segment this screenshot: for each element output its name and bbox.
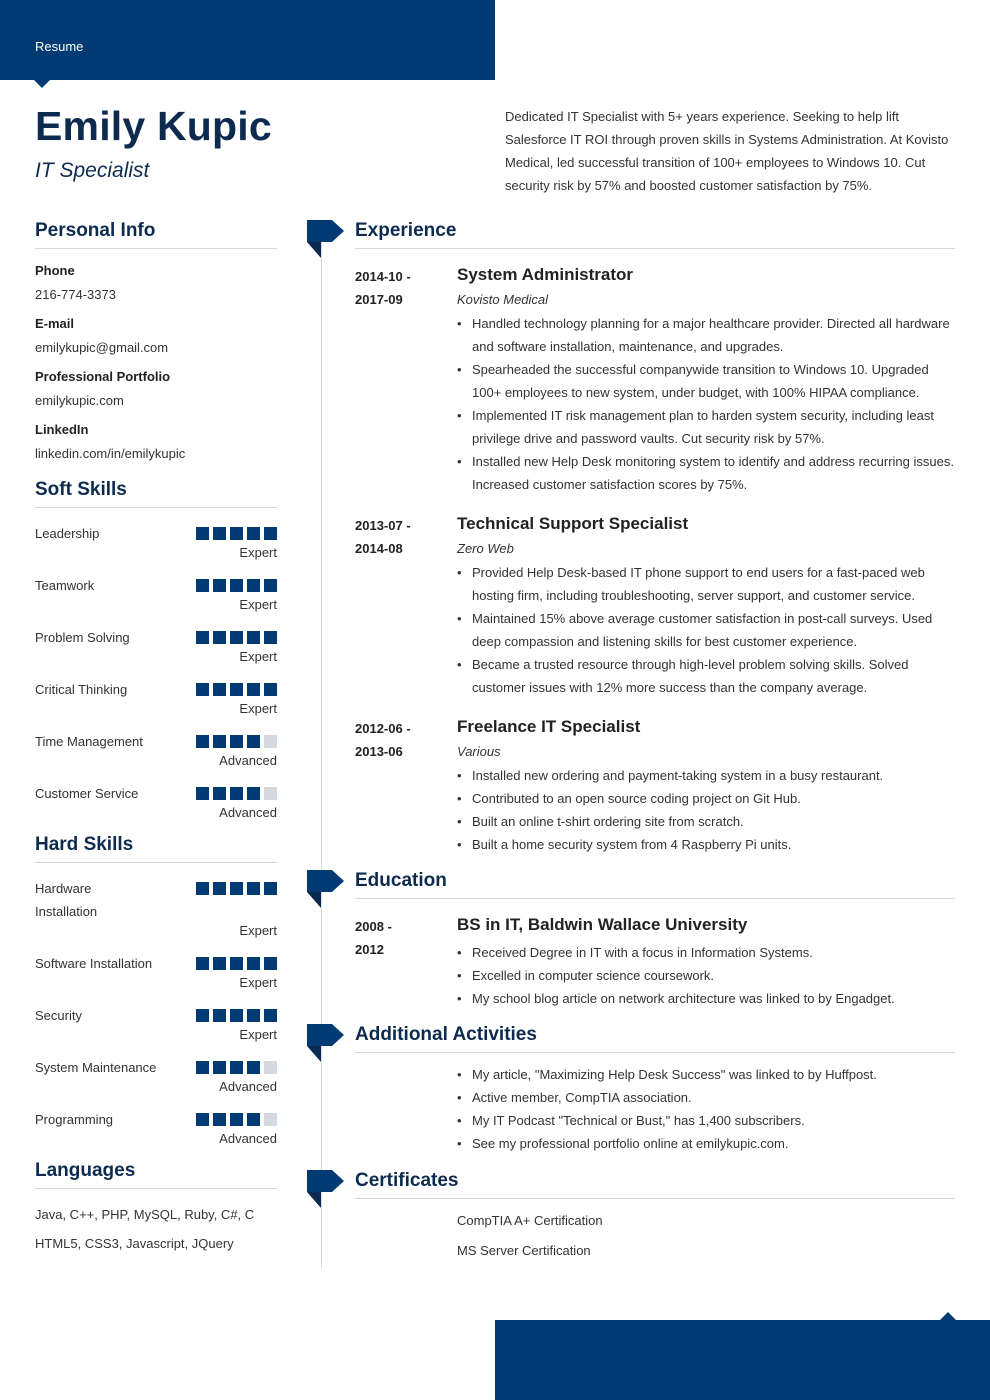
skill-name: Hardware Installation <box>35 881 98 919</box>
rating-dot-filled <box>230 957 243 970</box>
rating-dot-filled <box>213 957 226 970</box>
info-label: LinkedIn <box>35 422 89 437</box>
experience-list <box>355 263 955 856</box>
skill-level: Expert <box>239 701 277 716</box>
list-item: • Received Degree in IT with a focus in Information Systems. <box>457 941 955 964</box>
rating-dot-filled <box>196 1113 209 1126</box>
skill-level: Expert <box>239 597 277 612</box>
list-item: • My article, "Maximizing Help Desk Success" was linked to by Huffpost. <box>457 1063 955 1086</box>
rating-dot-filled <box>247 1061 260 1074</box>
skill-row <box>35 877 277 938</box>
skill-row <box>35 1004 277 1042</box>
skill-rating <box>196 579 277 592</box>
skill-level: Advanced <box>219 805 277 820</box>
certificate-item: CompTIA A+ Certification <box>457 1213 603 1228</box>
company-name: Various <box>457 744 501 759</box>
skill-name: Programming <box>35 1112 114 1127</box>
skill-name: Leadership <box>35 526 100 541</box>
rating-dot-filled <box>264 579 277 592</box>
bookmark-flag-icon <box>307 1024 344 1062</box>
certificates-section <box>355 1170 955 1258</box>
skill-row <box>35 730 277 768</box>
activities-section <box>355 1024 955 1155</box>
start-date: 2012-06 - <box>355 721 411 736</box>
list-item: • Maintained 15% above average customer satisfaction in post-call surveys. Used deep compassion and listening skills for best customer experience. <box>457 607 955 653</box>
end-date: 2013-06 <box>355 744 403 759</box>
list-item: • Handled technology planning for a major healthcare provider. Directed all hardware and software installation, maintenance, and upgrades. <box>457 312 955 358</box>
rating-dot-filled <box>213 787 226 800</box>
rating-dot-filled <box>264 882 277 895</box>
experience-entry <box>355 263 955 496</box>
skill-name: System Maintenance <box>35 1060 157 1075</box>
certificates-title: Certificates <box>355 1170 955 1199</box>
rating-dot-filled <box>230 683 243 696</box>
rating-dot-filled <box>247 882 260 895</box>
experience-title: Experience <box>355 220 955 249</box>
rating-dot-filled <box>213 1009 226 1022</box>
skill-rating <box>196 735 277 748</box>
language-item: Java, C++, PHP, MySQL, Ruby, C#, C <box>35 1207 255 1222</box>
rating-dot-filled <box>213 882 226 895</box>
rating-dot-filled <box>196 787 209 800</box>
rating-dot-filled <box>264 683 277 696</box>
skill-level: Expert <box>239 975 277 990</box>
timeline-line <box>321 240 322 1268</box>
info-label: E-mail <box>35 316 75 331</box>
rating-dot-filled <box>196 957 209 970</box>
job-title: System Administrator <box>457 265 634 284</box>
company-name: Zero Web <box>457 541 514 556</box>
entry-dates <box>355 265 435 311</box>
rating-dot-filled <box>230 579 243 592</box>
skill-row <box>35 626 277 664</box>
rating-dot-filled <box>247 1113 260 1126</box>
education-entry <box>355 913 955 1010</box>
rating-dot-filled <box>230 735 243 748</box>
rating-dot-filled <box>264 631 277 644</box>
personal-info-title: Personal Info <box>35 220 277 249</box>
skill-name: Customer Service <box>35 786 139 801</box>
right-column <box>355 220 955 1258</box>
rating-dot-filled <box>247 787 260 800</box>
start-date: 2008 - <box>355 919 392 934</box>
rating-dot-filled <box>247 631 260 644</box>
list-item: • See my professional portfolio online at emilykupic.com. <box>457 1132 955 1155</box>
skill-rating <box>196 1009 277 1022</box>
skill-rating <box>196 683 277 696</box>
activities-bullets <box>457 1063 955 1155</box>
bookmark-flag-icon <box>307 220 344 258</box>
skill-row <box>35 782 277 820</box>
end-date: 2012 <box>355 942 384 957</box>
rating-dot-filled <box>247 735 260 748</box>
list-item: • Contributed to an open source coding project on Git Hub. <box>457 787 955 810</box>
education-section <box>355 870 955 1010</box>
skill-row <box>35 952 277 990</box>
top-banner <box>0 0 495 80</box>
rating-dot-filled <box>196 631 209 644</box>
activities-title: Additional Activities <box>355 1024 955 1053</box>
list-item: • Spearheaded the successful companywide transition to Windows 10. Upgraded 100+ employees to new system, under budget, with 100% HIPAA compliance. <box>457 358 955 404</box>
rating-dot-filled <box>213 527 226 540</box>
rating-dot-filled <box>213 631 226 644</box>
education-bullets <box>457 941 955 1010</box>
company-name: Kovisto Medical <box>457 292 549 307</box>
list-item: • Installed new Help Desk monitoring system to identify and address recurring issues. Increased customer satisfaction scores by 75%. <box>457 450 955 496</box>
rating-dot-filled <box>196 735 209 748</box>
rating-dot-filled <box>196 579 209 592</box>
bookmark-flag-icon <box>307 870 344 908</box>
experience-bullets <box>457 561 955 699</box>
skill-level: Expert <box>239 1027 277 1042</box>
job-title: Technical Support Specialist <box>457 514 689 533</box>
rating-dot-filled <box>230 882 243 895</box>
languages-title: Languages <box>35 1160 277 1189</box>
list-item: • Built an online t-shirt ordering site from scratch. <box>457 810 955 833</box>
rating-dot-filled <box>196 683 209 696</box>
list-item: • Implemented IT risk management plan to harden system security, including least privilege drive and password vaults. Cut security risk by 57%. <box>457 404 955 450</box>
experience-entry <box>355 715 955 856</box>
skill-level: Expert <box>239 545 277 560</box>
skill-level: Expert <box>239 923 277 938</box>
bottom-banner <box>495 1320 990 1400</box>
rating-dot-empty <box>264 1113 277 1126</box>
candidate-title: IT Specialist <box>35 159 150 182</box>
certificate-item: MS Server Certification <box>457 1243 591 1258</box>
start-date: 2014-10 - <box>355 269 411 284</box>
skill-level: Expert <box>239 649 277 664</box>
rating-dot-filled <box>213 735 226 748</box>
entry-dates <box>355 717 435 763</box>
list-item: • My IT Podcast "Technical or Bust," has 1,400 subscribers. <box>457 1109 955 1132</box>
skill-level: Advanced <box>219 1131 277 1146</box>
job-title: Freelance IT Specialist <box>457 717 641 736</box>
portfolio-value: emilykupic.com <box>35 393 124 408</box>
personal-info-list <box>35 263 277 461</box>
entry-dates <box>355 915 435 961</box>
soft-skills-title: Soft Skills <box>35 479 277 508</box>
rating-dot-filled <box>230 1113 243 1126</box>
info-label: Professional Portfolio <box>35 369 171 384</box>
rating-dot-filled <box>247 527 260 540</box>
rating-dot-empty <box>264 787 277 800</box>
rating-dot-filled <box>247 1009 260 1022</box>
list-item: • Built a home security system from 4 Raspberry Pi units. <box>457 833 955 856</box>
rating-dot-filled <box>213 683 226 696</box>
education-title: Education <box>355 870 955 899</box>
rating-dot-filled <box>264 527 277 540</box>
document-label: Resume <box>35 39 84 54</box>
info-label: Phone <box>35 263 75 278</box>
skill-name: Critical Thinking <box>35 682 128 697</box>
skill-rating <box>196 527 277 540</box>
skill-rating <box>196 1113 277 1126</box>
rating-dot-filled <box>230 631 243 644</box>
list-item: • Excelled in computer science coursework. <box>457 964 955 987</box>
rating-dot-filled <box>247 579 260 592</box>
rating-dot-filled <box>230 1009 243 1022</box>
experience-section <box>355 220 955 856</box>
rating-dot-filled <box>196 1009 209 1022</box>
skill-rating <box>196 787 277 800</box>
rating-dot-filled <box>264 957 277 970</box>
rating-dot-filled <box>247 683 260 696</box>
hard-skills-title: Hard Skills <box>35 834 277 863</box>
rating-dot-filled <box>230 527 243 540</box>
phone-value: 216-774-3373 <box>35 287 116 302</box>
rating-dot-filled <box>196 527 209 540</box>
left-column <box>35 220 277 1251</box>
rating-dot-filled <box>213 579 226 592</box>
experience-bullets <box>457 312 955 496</box>
rating-dot-empty <box>264 735 277 748</box>
skill-level: Advanced <box>219 1079 277 1094</box>
top-banner-notch <box>34 80 50 88</box>
skill-rating <box>196 631 277 644</box>
degree-title: BS in IT, Baldwin Wallace University <box>457 915 748 934</box>
skill-row <box>35 574 277 612</box>
list-item: • My school blog article on network architecture was linked to by Engadget. <box>457 987 955 1010</box>
skill-row <box>35 1108 277 1146</box>
rating-dot-filled <box>230 1061 243 1074</box>
bottom-banner-notch <box>940 1312 956 1320</box>
rating-dot-filled <box>264 1009 277 1022</box>
language-item: HTML5, CSS3, Javascript, JQuery <box>35 1236 234 1251</box>
rating-dot-filled <box>247 957 260 970</box>
list-item: • Active member, CompTIA association. <box>457 1086 955 1109</box>
skill-rating <box>196 957 277 970</box>
rating-dot-filled <box>213 1061 226 1074</box>
experience-bullets <box>457 764 955 856</box>
end-date: 2017-09 <box>355 292 403 307</box>
bookmark-flag-icon <box>307 1170 344 1208</box>
rating-dot-filled <box>196 882 209 895</box>
candidate-name: Emily Kupic <box>35 103 272 149</box>
skill-row <box>35 522 277 560</box>
linkedin-value: linkedin.com/in/emilykupic <box>35 446 186 461</box>
email-value: emilykupic@gmail.com <box>35 340 169 355</box>
skill-row <box>35 1056 277 1094</box>
skill-name: Security <box>35 1008 82 1023</box>
experience-entry <box>355 512 955 699</box>
skill-level: Advanced <box>219 753 277 768</box>
skill-rating <box>196 1061 277 1074</box>
entry-dates <box>355 514 435 560</box>
start-date: 2013-07 - <box>355 518 411 533</box>
skill-name: Problem Solving <box>35 630 130 645</box>
soft-skills-list <box>35 522 277 820</box>
skill-row <box>35 678 277 716</box>
rating-dot-empty <box>264 1061 277 1074</box>
list-item: • Became a trusted resource through high-level problem solving skills. Solved customer issues with 12% more success than the company average. <box>457 653 955 699</box>
skill-name: Time Management <box>35 734 143 749</box>
summary: Dedicated IT Specialist with 5+ years experience. Seeking to help lift Salesforce IT ROI through proven skills in Systems Administration. At Kovisto Medical, led successful transition of 100+ employees to Windows 10. Cut security risk by 57% and boosted customer satisfaction by 75%. <box>505 109 949 193</box>
hard-skills-list <box>35 877 277 1146</box>
list-item: • Provided Help Desk-based IT phone support to end users for a fast-paced web hosting firm, including troubleshooting, server support, and customer service. <box>457 561 955 607</box>
skill-name: Teamwork <box>35 578 95 593</box>
rating-dot-filled <box>213 1113 226 1126</box>
skill-rating <box>196 882 277 895</box>
end-date: 2014-08 <box>355 541 403 556</box>
list-item: • Installed new ordering and payment-taking system in a busy restaurant. <box>457 764 955 787</box>
rating-dot-filled <box>230 787 243 800</box>
skill-name: Software Installation <box>35 956 153 971</box>
rating-dot-filled <box>196 1061 209 1074</box>
